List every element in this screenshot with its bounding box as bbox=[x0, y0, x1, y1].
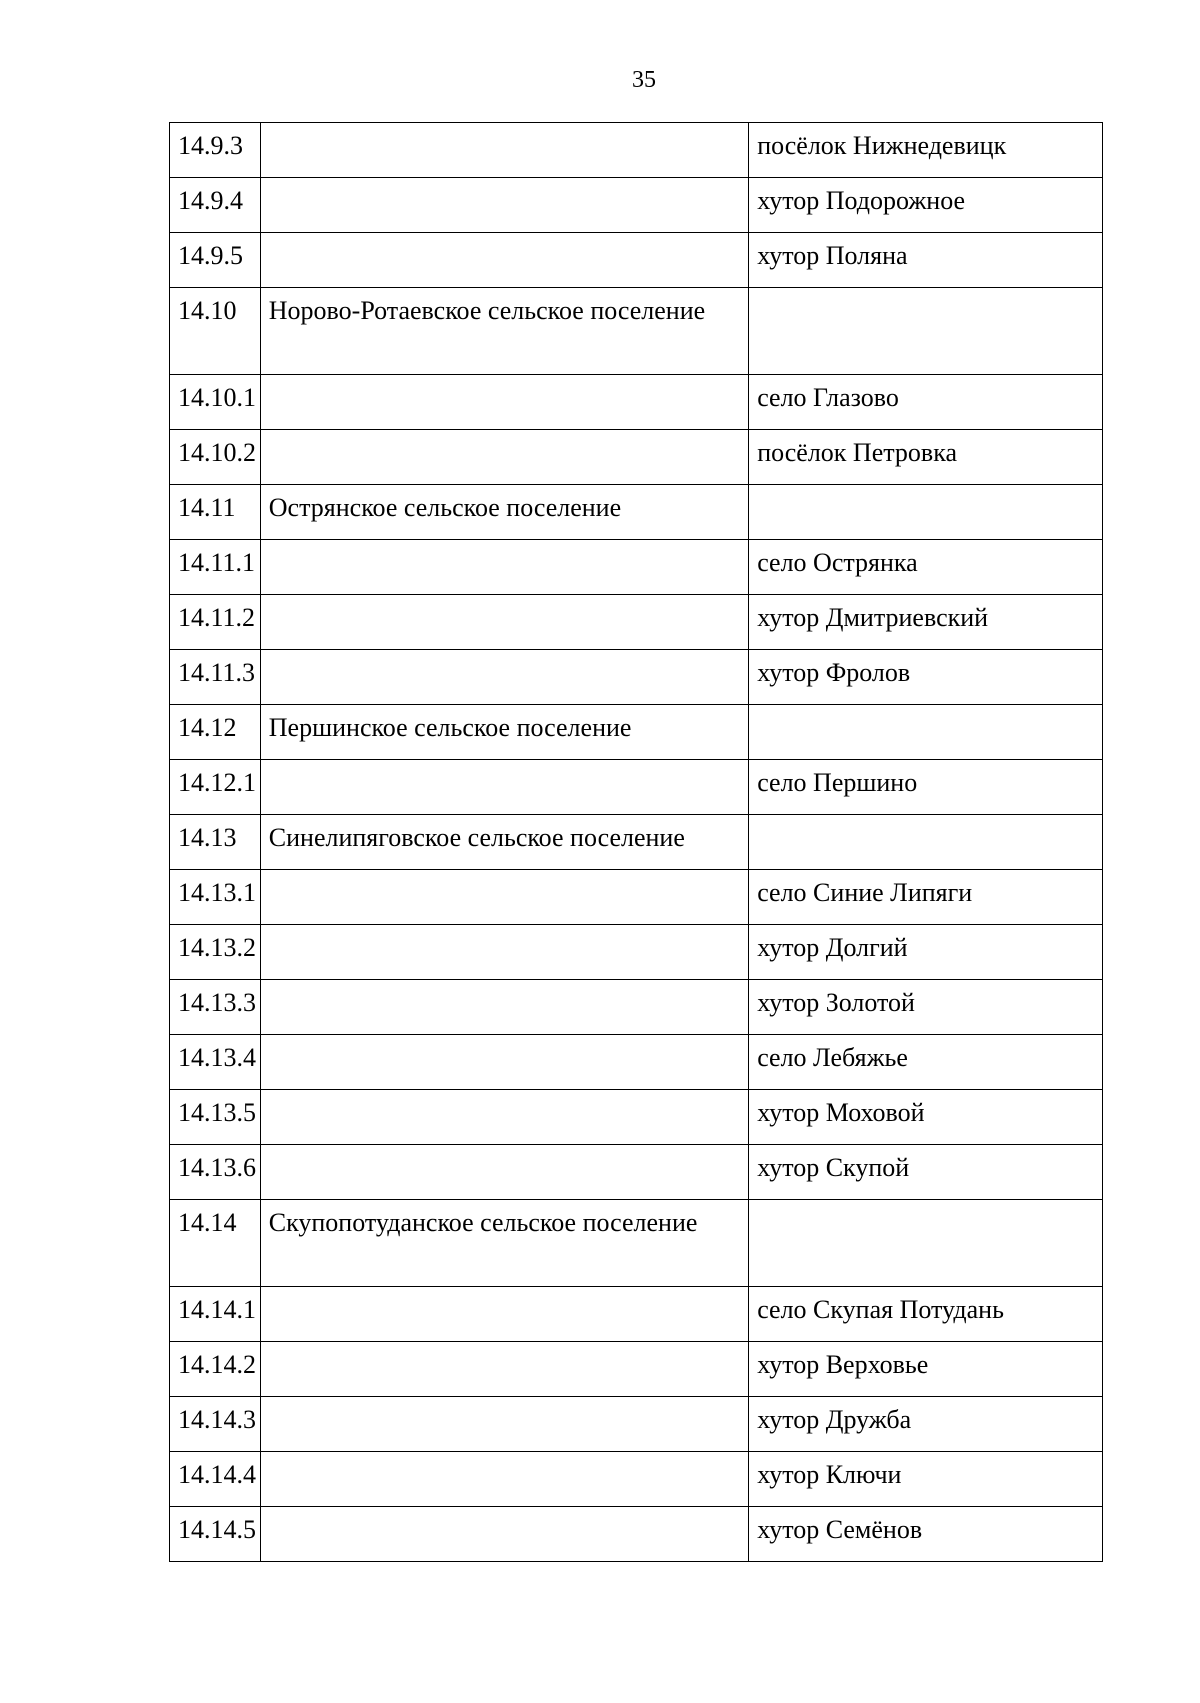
table-row bbox=[170, 123, 1103, 178]
settlement-name-cell bbox=[260, 1090, 748, 1145]
locality-name-cell: хутор Моховой bbox=[749, 1090, 1103, 1145]
locality-name-cell: хутор Дмитриевский bbox=[749, 595, 1103, 650]
locality-name-cell: посёлок Петровка bbox=[749, 430, 1103, 485]
settlements-table bbox=[169, 122, 1103, 1562]
locality-name-cell: хутор Семёнов bbox=[749, 1507, 1103, 1562]
row-number-cell: 14.13.3 bbox=[170, 980, 261, 1035]
settlement-name-cell bbox=[260, 430, 748, 485]
table-row bbox=[170, 595, 1103, 650]
table-row bbox=[170, 650, 1103, 705]
row-number-cell: 14.11.2 bbox=[170, 595, 261, 650]
row-number-cell: 14.14.1 bbox=[170, 1287, 261, 1342]
row-number-cell: 14.10 bbox=[170, 288, 261, 375]
settlement-name-cell bbox=[260, 1342, 748, 1397]
table-row bbox=[170, 375, 1103, 430]
locality-name-cell: хутор Скупой bbox=[749, 1145, 1103, 1200]
table-row bbox=[170, 178, 1103, 233]
row-number-cell: 14.14.3 bbox=[170, 1397, 261, 1452]
locality-name-cell bbox=[749, 705, 1103, 760]
locality-name-cell: хутор Поляна bbox=[749, 233, 1103, 288]
locality-name-cell: село Глазово bbox=[749, 375, 1103, 430]
row-number-cell: 14.14.4 bbox=[170, 1452, 261, 1507]
table-row bbox=[170, 1397, 1103, 1452]
settlement-name-cell bbox=[260, 980, 748, 1035]
settlement-name-cell bbox=[260, 233, 748, 288]
settlement-name-cell bbox=[260, 870, 748, 925]
row-number-cell: 14.12.1 bbox=[170, 760, 261, 815]
settlement-name-cell: Першинское сельское поселение bbox=[260, 705, 748, 760]
locality-name-cell: село Лебяжье bbox=[749, 1035, 1103, 1090]
settlement-name-cell bbox=[260, 1035, 748, 1090]
locality-name-cell: хутор Долгий bbox=[749, 925, 1103, 980]
row-number-cell: 14.13.4 bbox=[170, 1035, 261, 1090]
row-number-cell: 14.12 bbox=[170, 705, 261, 760]
table-row bbox=[170, 1035, 1103, 1090]
table-row bbox=[170, 925, 1103, 980]
settlement-name-cell bbox=[260, 375, 748, 430]
table-row bbox=[170, 430, 1103, 485]
locality-name-cell: хутор Ключи bbox=[749, 1452, 1103, 1507]
settlement-name-cell bbox=[260, 925, 748, 980]
settlement-name-cell bbox=[260, 650, 748, 705]
locality-name-cell: посёлок Нижнедевицк bbox=[749, 123, 1103, 178]
page-number: 35 bbox=[632, 67, 656, 93]
locality-name-cell bbox=[749, 815, 1103, 870]
row-number-cell: 14.13.5 bbox=[170, 1090, 261, 1145]
table-row bbox=[170, 1145, 1103, 1200]
row-number-cell: 14.13.1 bbox=[170, 870, 261, 925]
row-number-cell: 14.11.1 bbox=[170, 540, 261, 595]
locality-name-cell: хутор Подорожное bbox=[749, 178, 1103, 233]
settlement-name-cell bbox=[260, 1145, 748, 1200]
row-number-cell: 14.11.3 bbox=[170, 650, 261, 705]
locality-name-cell: хутор Дружба bbox=[749, 1397, 1103, 1452]
locality-name-cell: хутор Золотой bbox=[749, 980, 1103, 1035]
settlement-name-cell bbox=[260, 1397, 748, 1452]
locality-name-cell bbox=[749, 288, 1103, 375]
settlement-name-cell: Острянское сельское поселение bbox=[260, 485, 748, 540]
row-number-cell: 14.14 bbox=[170, 1200, 261, 1287]
settlement-name-cell: Синелипяговское сельское поселение bbox=[260, 815, 748, 870]
row-number-cell: 14.9.4 bbox=[170, 178, 261, 233]
table-row bbox=[170, 485, 1103, 540]
table-row bbox=[170, 980, 1103, 1035]
settlement-name-cell bbox=[260, 595, 748, 650]
row-number-cell: 14.13.6 bbox=[170, 1145, 261, 1200]
settlement-name-cell bbox=[260, 1287, 748, 1342]
row-number-cell: 14.13 bbox=[170, 815, 261, 870]
row-number-cell: 14.13.2 bbox=[170, 925, 261, 980]
row-number-cell: 14.9.5 bbox=[170, 233, 261, 288]
table-row bbox=[170, 815, 1103, 870]
settlement-name-cell: Норово-Ротаевское сельское поселение bbox=[260, 288, 748, 375]
locality-name-cell: хутор Фролов bbox=[749, 650, 1103, 705]
locality-name-cell: хутор Верховье bbox=[749, 1342, 1103, 1397]
table-row bbox=[170, 288, 1103, 375]
table-row bbox=[170, 233, 1103, 288]
settlement-name-cell bbox=[260, 178, 748, 233]
locality-name-cell: село Синие Липяги bbox=[749, 870, 1103, 925]
settlement-name-cell: Скупопотуданское сельское поселение bbox=[260, 1200, 748, 1287]
settlement-name-cell bbox=[260, 1452, 748, 1507]
table-row bbox=[170, 1090, 1103, 1145]
settlement-name-cell bbox=[260, 123, 748, 178]
row-number-cell: 14.14.5 bbox=[170, 1507, 261, 1562]
locality-name-cell: село Скупая Потудань bbox=[749, 1287, 1103, 1342]
row-number-cell: 14.10.1 bbox=[170, 375, 261, 430]
settlement-name-cell bbox=[260, 540, 748, 595]
row-number-cell: 14.11 bbox=[170, 485, 261, 540]
row-number-cell: 14.10.2 bbox=[170, 430, 261, 485]
table-row bbox=[170, 1200, 1103, 1287]
table-row bbox=[170, 540, 1103, 595]
table-row bbox=[170, 760, 1103, 815]
settlement-name-cell bbox=[260, 1507, 748, 1562]
row-number-cell: 14.9.3 bbox=[170, 123, 261, 178]
locality-name-cell: село Першино bbox=[749, 760, 1103, 815]
locality-name-cell bbox=[749, 485, 1103, 540]
settlement-name-cell bbox=[260, 760, 748, 815]
table-row bbox=[170, 705, 1103, 760]
table-row bbox=[170, 1342, 1103, 1397]
locality-name-cell bbox=[749, 1200, 1103, 1287]
table-row bbox=[170, 1452, 1103, 1507]
settlements-table-body bbox=[170, 123, 1103, 1562]
table-row bbox=[170, 1507, 1103, 1562]
row-number-cell: 14.14.2 bbox=[170, 1342, 261, 1397]
table-row bbox=[170, 870, 1103, 925]
table-row bbox=[170, 1287, 1103, 1342]
locality-name-cell: село Острянка bbox=[749, 540, 1103, 595]
